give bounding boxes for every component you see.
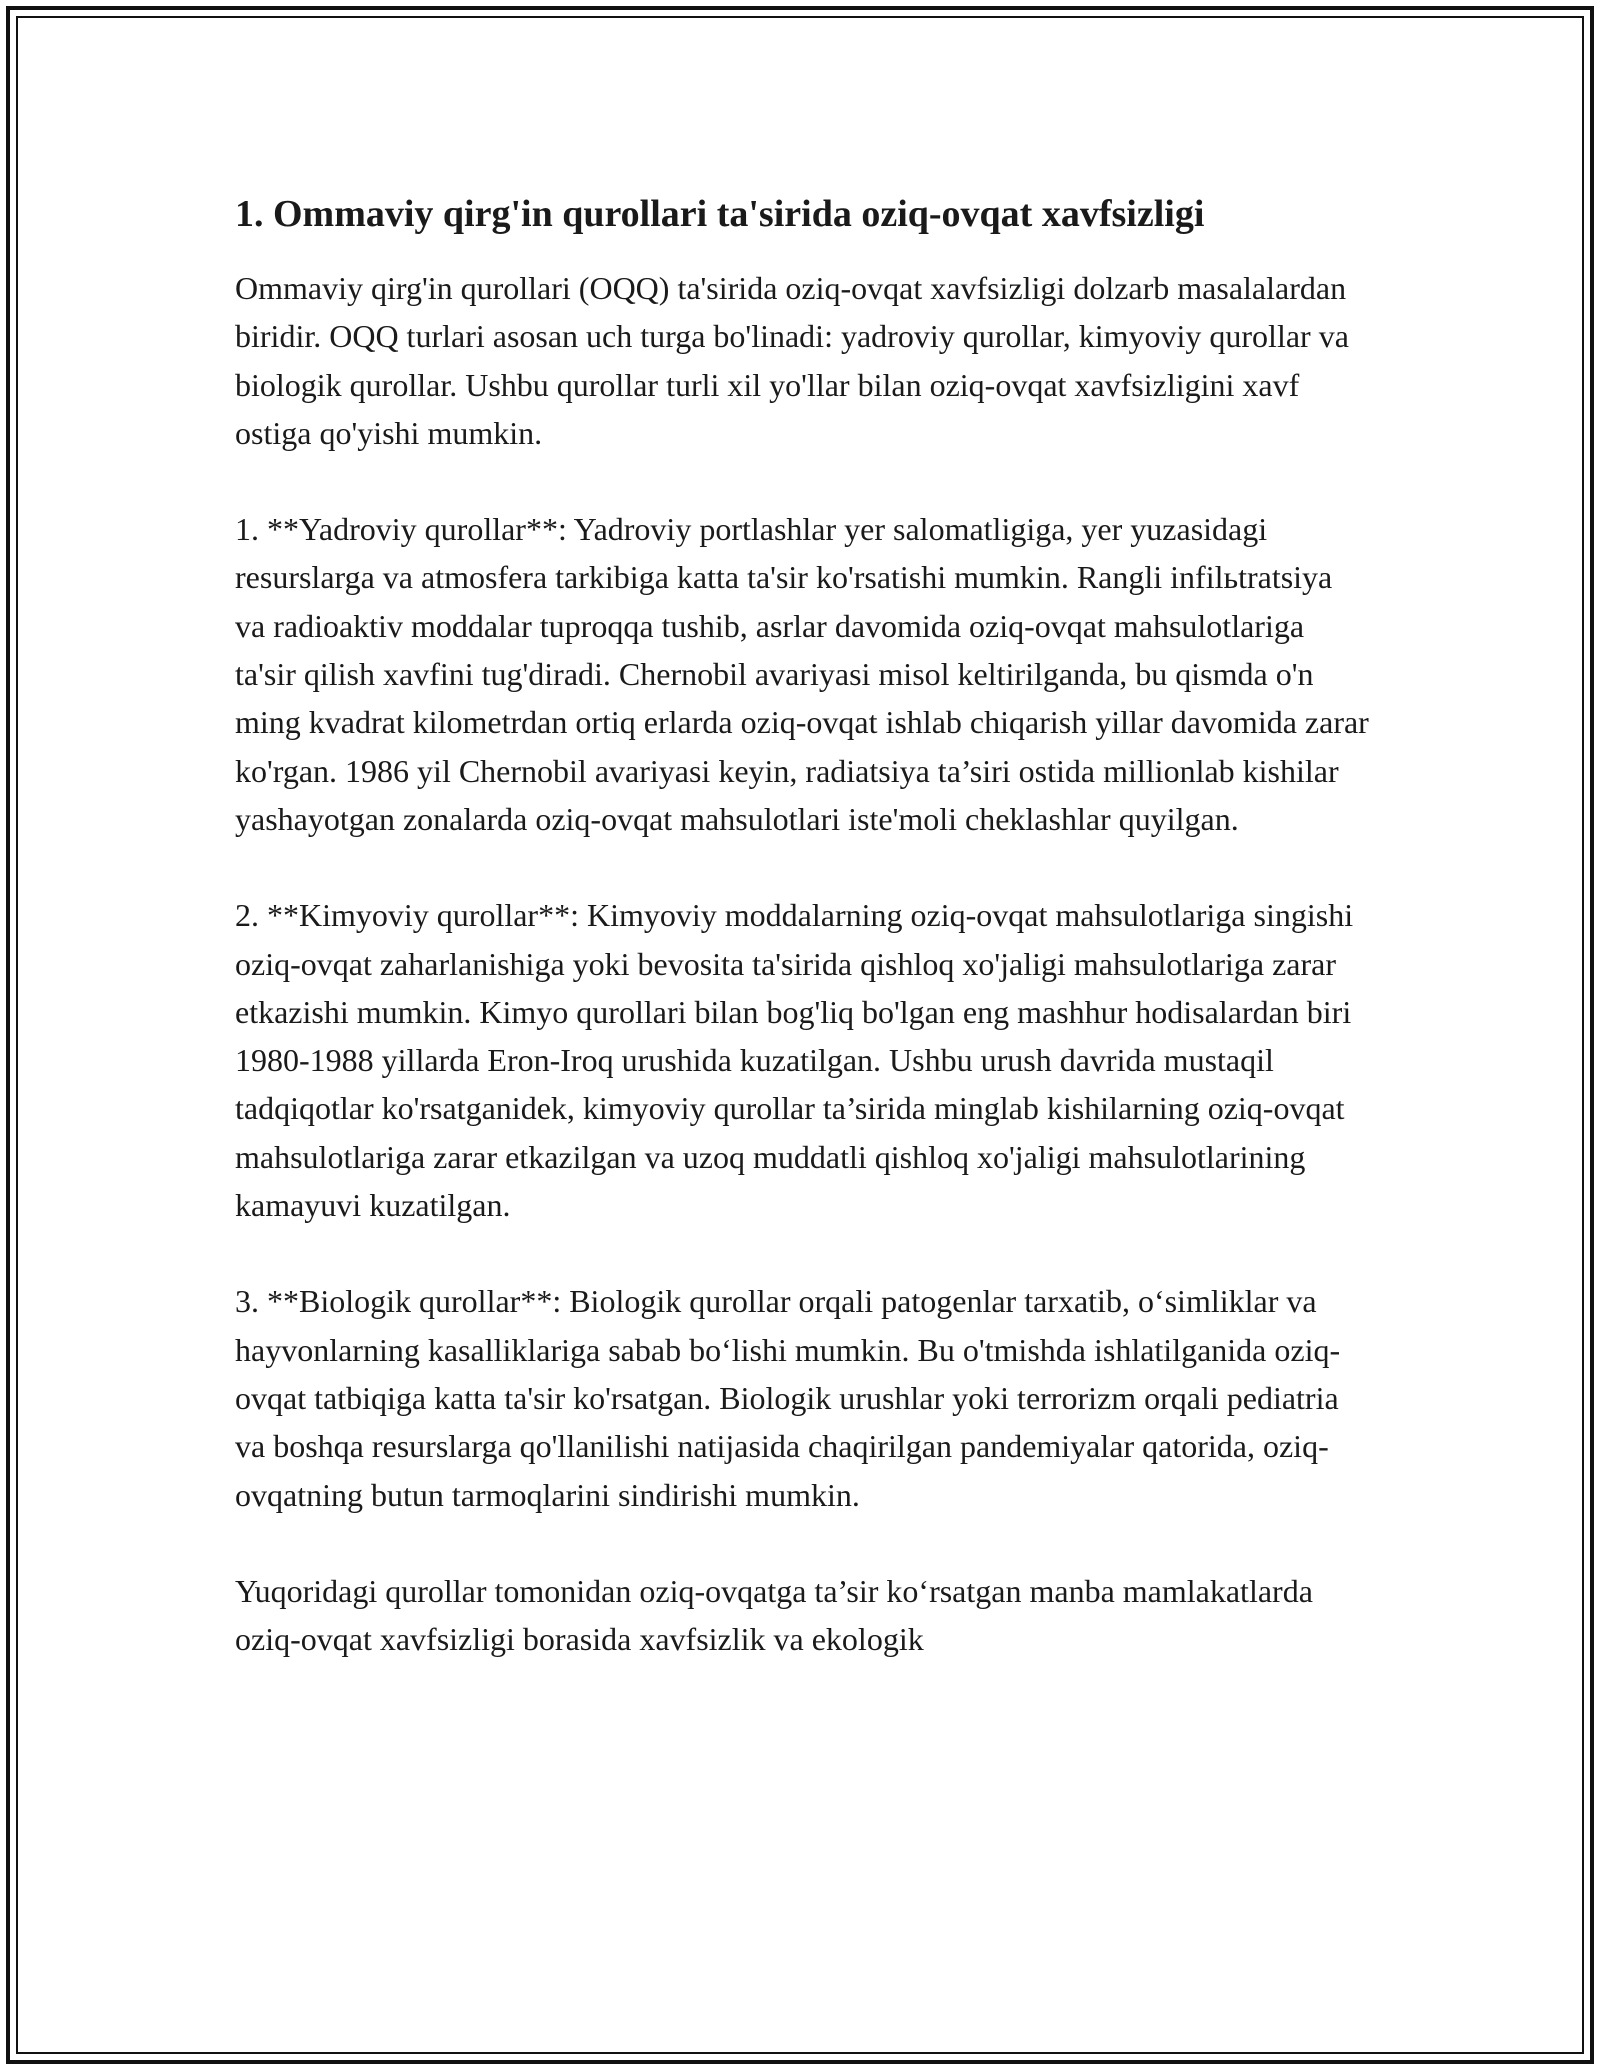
paragraph-intro: Ommaviy qirg'in qurollari (OQQ) ta'sirida oziq-ovqat xavfsizligi dolzarb masalalardan biridir. OQQ turlari asosan uch turga bo'linadi: yadroviy qurollar, kimyoviy qurollar va biologik qurollar. Ushbu qurollar turli xil yo'llar bilan oziq-ovqat xavfsizligini xavf ostiga qo'yishi mumkin. — [235, 270, 1349, 451]
document-page — [235, 188, 1370, 1711]
paragraph-chemical-weapons: 2. **Kimyoviy qurollar**: Kimyoviy moddalarning oziq-ovqat mahsulotlariga singishi oziq-ovqat zaharlanishiga yoki bevosita ta'sirida qishloq xo'jaligi mahsulotlariga zarar etkazishi mumkin. Kimyo qurollari bilan bog'liq bo'lgan eng mashhur hodisalardan biri 1980-1988 yillarda Eron-Iroq urushida kuzatilgan. Ushbu urush davrida mustaqil tadqiqotlar ko'rsatganidek, kimyoviy qurollar ta’sirida minglab kishilarning oziq-ovqat mahsulotlariga zarar etkazilgan va uzoq muddatli qishloq xo'jaligi mahsulotlarining kamayuvi kuzatilgan. — [235, 897, 1354, 1224]
paragraph-nuclear-weapons: 1. **Yadroviy qurollar**: Yadroviy portlashlar yer salomatligiga, yer yuzasidagi resurslarga va atmosfera tarkibiga katta ta'sir ko'rsatishi mumkin. Rangli infilьtratsiya va radioaktiv moddalar tuproqqa tushib, asrlar davomida oziq-ovqat mahsulotlariga ta'sir qilish xavfini tug'diradi. Chernobil avariyasi misol keltirilganda, bu qismda o'n ming kvadrat kilometrdan ortiq erlarda oziq-ovqat ishlab chiqarish yillar davomida zarar ko'rgan. 1986 yil Chernobil avariyasi keyin, radiatsiya ta’siri ostida millionlab kishilar yashayotgan zonalarda oziq-ovqat mahsulotlari iste'moli cheklashlar quyilgan. — [235, 511, 1369, 837]
document-title: 1. Ommaviy qirg'in qurollari ta'sirida oziq-ovqat xavfsizligi — [235, 193, 1205, 235]
paragraph-conclusion: Yuqoridagi qurollar tomonidan oziq-ovqatga ta’sir ko‘rsatgan manba mamlakatlarda oziq-ovqat xavfsizligi borasida xavfsizlik va ekologik — [235, 1572, 1313, 1658]
paragraph-biological-weapons: 3. **Biologik qurollar**: Biologik qurollar orqali patogenlar tarxatib, o‘simliklar va hayvonlarning kasalliklariga sabab bo‘lishi mumkin. Bu o'tmishda ishlatilganida oziq-ovqat tatbiqiga katta ta'sir ko'rsatgan. Biologik urushlar yoki terrorizm orqali pediatria va boshqa resurslarga qo'llanilishi natijasida chaqirilgan pandemiyalar qatorida, oziq-ovqatning butun tarmoqlarini sindirishi mumkin. — [235, 1283, 1341, 1513]
